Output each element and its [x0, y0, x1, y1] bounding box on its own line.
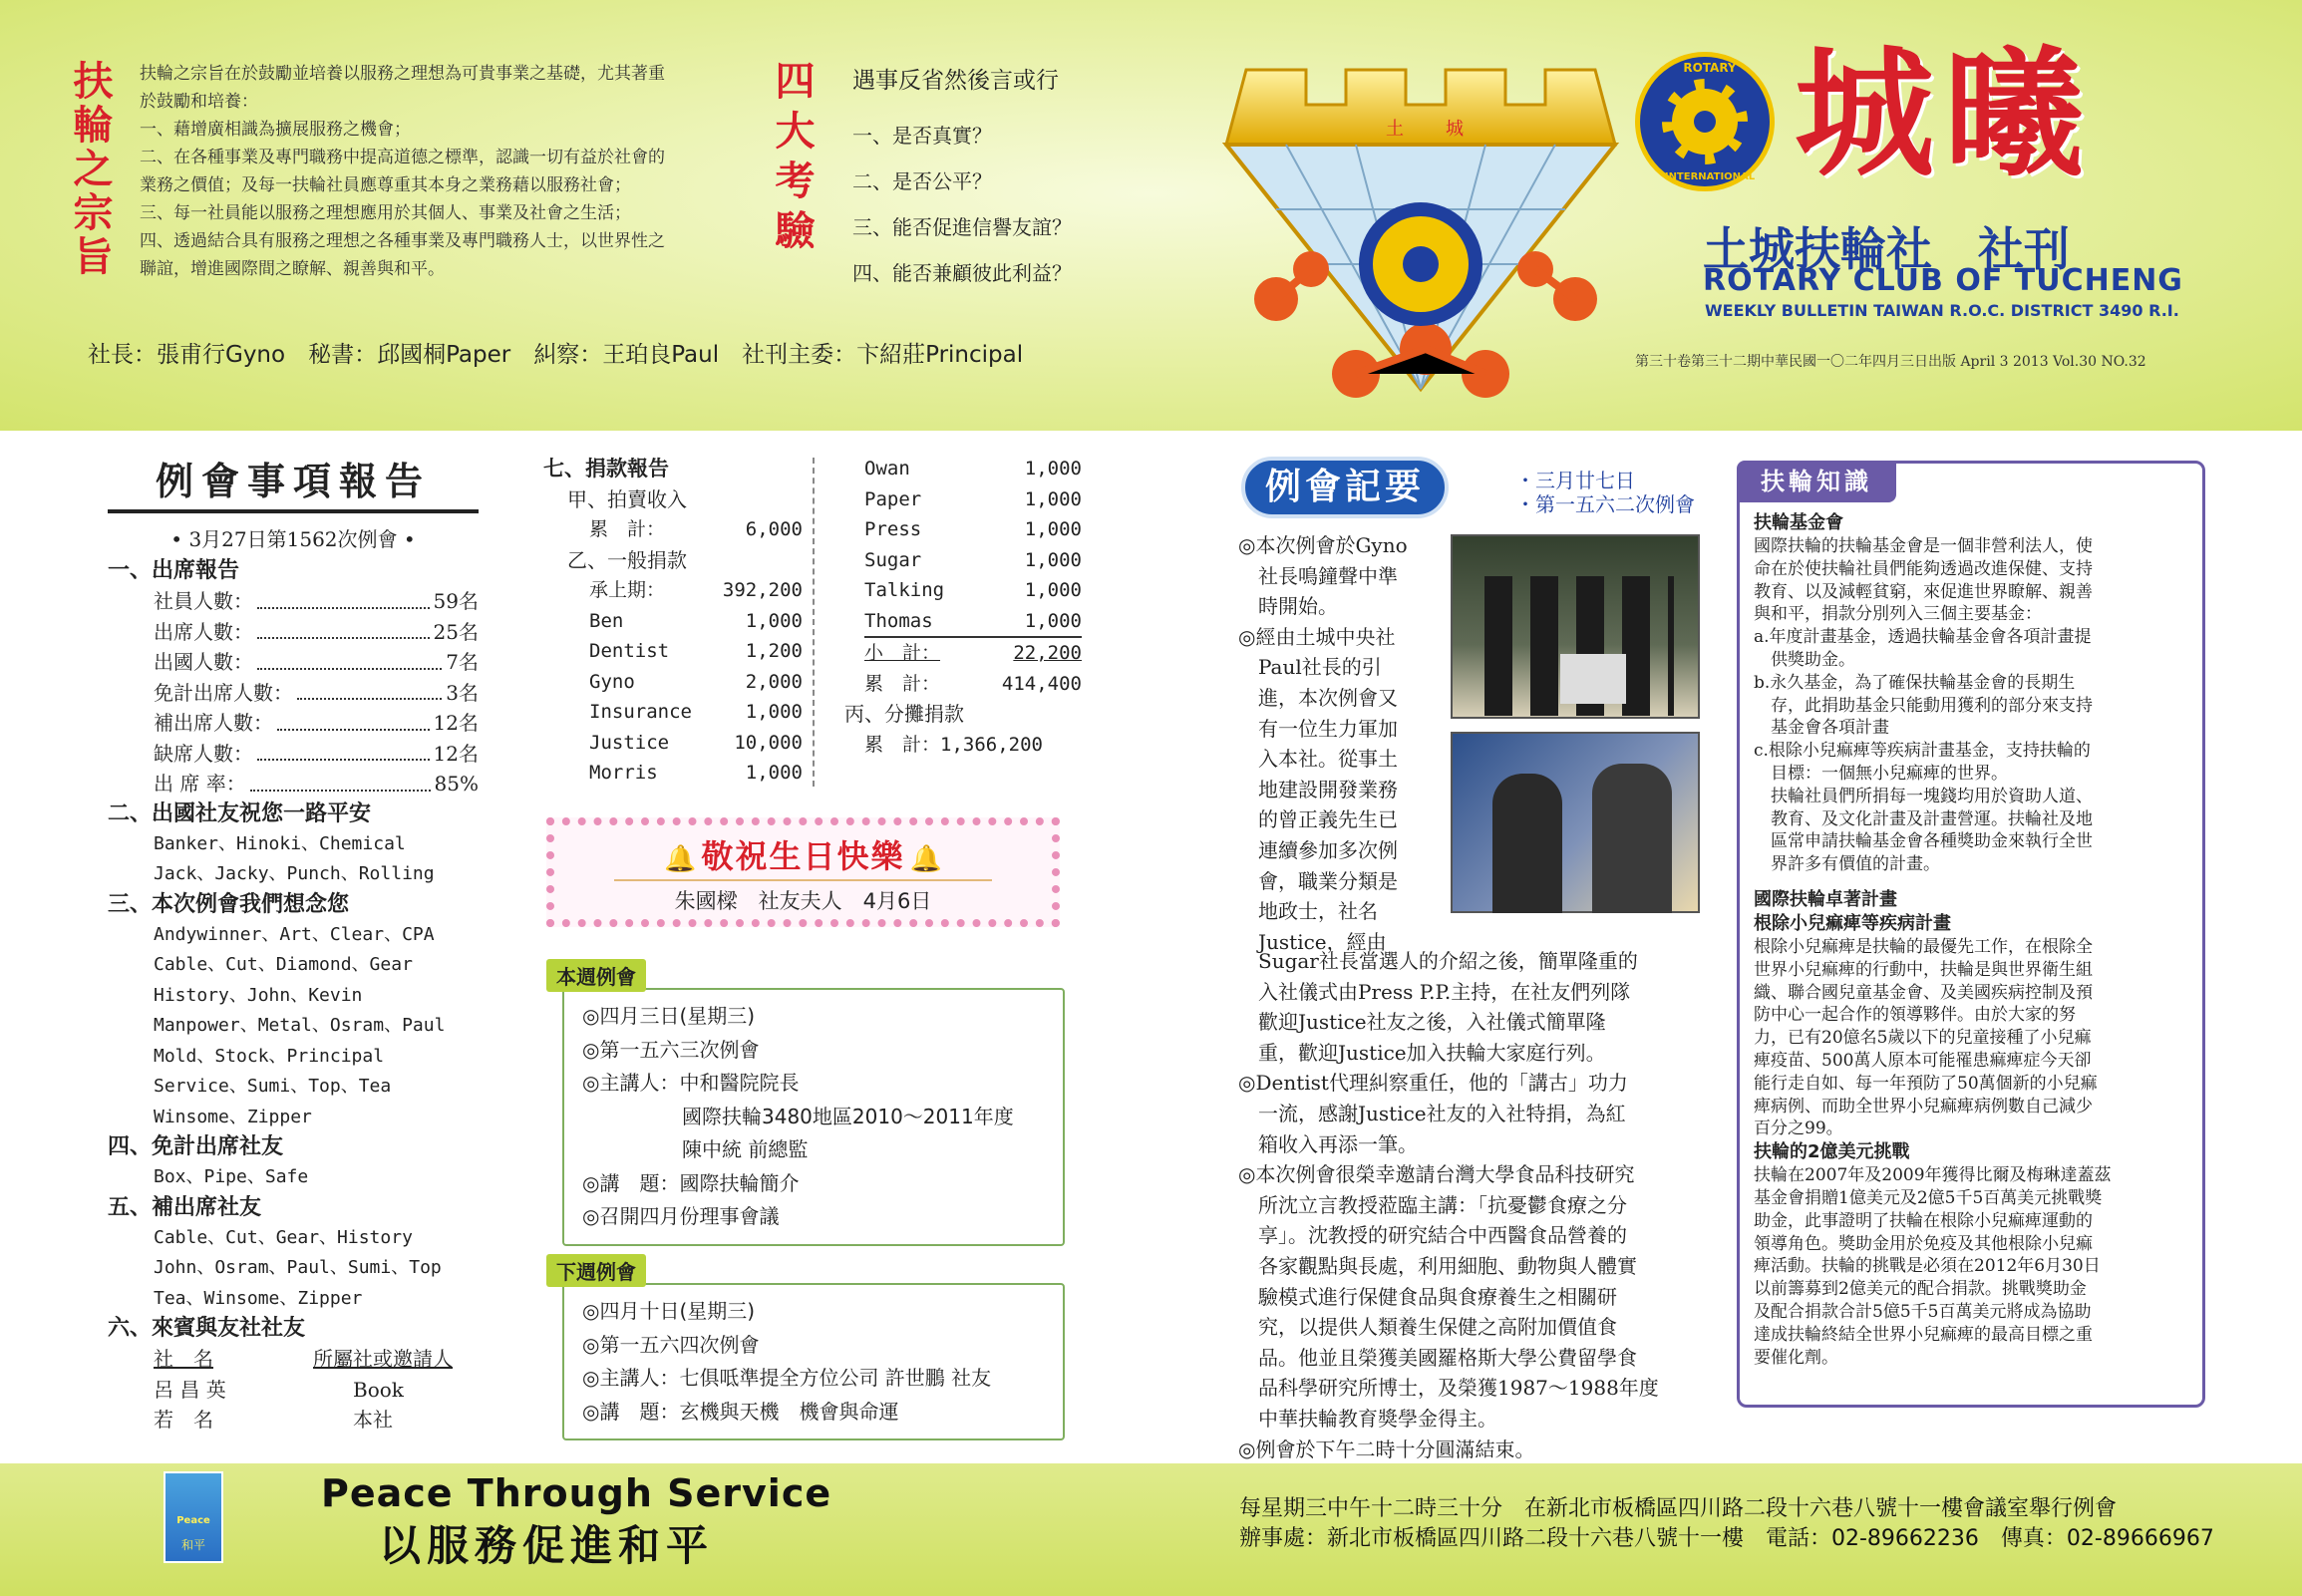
birthday-title: 敬祝生日快樂 — [701, 837, 905, 875]
motto-line: 業務之價值；及每一扶輪社員應尊重其本身之業務藉以服務社會； — [140, 175, 631, 195]
minutes-line: 箱收入再添一筆。 — [1238, 1131, 1418, 1156]
peace-book-icon — [164, 1471, 223, 1563]
knowledge-line: 根除小兒痲痺是扶輪的最優先工作，在根除全 — [1754, 936, 2093, 957]
knowledge-line: 存，此捐助基金只能動用獲利的部分來支持 — [1754, 695, 2093, 716]
donation-row: Talking 1,000 — [864, 579, 1082, 601]
motto-title: 扶輪之宗旨 — [67, 60, 113, 279]
knowledge-line: a.年度計畫基金，透過扶輪基金會各項計畫提 — [1754, 627, 2092, 648]
knowledge-line: b.永久基金，為了確保扶輪基金會的長期生 — [1754, 672, 2076, 693]
knowledge-line: 能行走自如、每一年預防了50萬個新的小兒痲 — [1754, 1073, 2098, 1094]
knowledge-line: 供獎助金。 — [1754, 649, 1855, 670]
attendance-row: 缺席人數： 12名 — [154, 739, 479, 770]
next-week-line: ◎第一五六四次例會 — [582, 1332, 760, 1357]
four-way-test-item: 二、是否公平？ — [852, 169, 992, 193]
member-names: Mold、Stock、Principal — [154, 1045, 385, 1067]
club-name-en: ROTARY CLUB OF TUCHENG — [1703, 263, 2183, 298]
knowledge-line: 痺疫苗、500萬人原本可能罹患痲痺症今天卻 — [1754, 1050, 2092, 1071]
donation-row: Morris 1,000 — [589, 762, 803, 784]
this-week-label: 本週例會 — [546, 959, 646, 992]
subtotal-label: 小 計： — [864, 642, 941, 664]
minutes-line: 連續參加多次例 — [1238, 837, 1398, 862]
motto-line: 聯誼，增進國際間之瞭解、親善與和平。 — [140, 259, 445, 279]
motto-line: 三、每一社員能以服務之理想應用於其個人、事業及社會之生活； — [140, 203, 631, 223]
knowledge-line: 教育、以及減輕貧窮，來促進世界瞭解、親善 — [1754, 581, 2093, 602]
birthday-line: 朱國樑 社友夫人 4月6日 — [674, 889, 932, 913]
motto-line: 於鼓勵和培養： — [140, 92, 258, 112]
auction-total-value: 6,000 — [745, 518, 803, 540]
guest-header-club: 所屬社或邀請人 — [313, 1347, 453, 1371]
donation-row: Insurance 1,000 — [589, 701, 803, 723]
rotary-ring-label-2: INTERNATIONAL — [1664, 171, 1756, 182]
next-week-line: ◎主講人：七俱呧準提全方位公司 許世鵬 社友 — [582, 1366, 992, 1390]
member-names: Tea、Winsome、Zipper — [154, 1287, 363, 1309]
this-week-line: ◎第一五六三次例會 — [582, 1037, 760, 1062]
book-word: Peace — [176, 1515, 210, 1526]
member-names: John、Osram、Paul、Sumi、Top — [154, 1257, 442, 1278]
book-zh: 和平 — [180, 1538, 205, 1552]
club-name-zh: 土城扶輪社 社刊 — [1703, 222, 2070, 276]
minutes-intro — [1238, 530, 1438, 957]
next-week-line: ◎講 題：玄機與天機 機會與命運 — [582, 1399, 899, 1424]
knowledge-line: 及配合捐款合計5億5千5百萬美元將成為協助 — [1754, 1301, 2092, 1322]
minutes-line: 的曾正義先生已 — [1238, 807, 1398, 832]
auction-heading: 甲、拍賣收入 — [567, 486, 687, 511]
minutes-line: 所沈立言教授蒞臨主講：「抗憂鬱食療之分 — [1238, 1192, 1627, 1217]
member-names: Banker、Hinoki、Chemical — [154, 832, 406, 854]
section-missed: 三、本次例會我們想念您 — [108, 891, 350, 917]
motto-line: 四、透過結合具有服務之理想之各種事業及專門職務人士，以世界性之 — [140, 231, 665, 251]
minutes-line: ◎經由土城中央社 — [1238, 624, 1396, 649]
officers-line: 社長：張甫行Gyno 秘書：邱國桐Paper 糾察：王珀良Paul 社刊主委：卞紹莊Principal — [88, 342, 1024, 368]
knowledge-line: 達成扶輪終結全世界小兒痲痺的最高目標之重 — [1754, 1324, 2093, 1345]
minutes-line: 會，職業分類是 — [1238, 868, 1398, 893]
knowledge-line: c.根除小兒痲痺等疾病計畫基金，支持扶輪的 — [1754, 741, 2091, 762]
bell-icon-2: 🔔 — [909, 844, 942, 874]
auction-total-label: 累 計： — [589, 518, 666, 540]
rotary-wheel-icon — [1662, 79, 1748, 164]
knowledge-line: 區常申請扶輪基金會各種獎助金來執行全世 — [1754, 831, 2093, 852]
minutes-line: 地政士，社名 — [1238, 899, 1378, 924]
donation-row: Justice 10,000 — [589, 731, 803, 754]
rotary-logo — [1635, 52, 1775, 191]
minutes-body — [1238, 946, 1707, 1464]
knowledge-line: 扶輪在2007年及2009年獲得比爾及梅琳達蓋茲 — [1754, 1165, 2112, 1186]
this-week-line: ◎主講人：中和醫院院長 — [582, 1071, 800, 1095]
member-names: Manpower、Metal、Osram、Paul — [154, 1015, 446, 1036]
section-exempt: 四、免計出席社友 — [108, 1134, 284, 1159]
knowledge-line: 與和平，捐款分別列入三個主要基金： — [1754, 604, 2042, 625]
guest-row: 若 名 本社 — [154, 1408, 393, 1432]
bell-icon: 🔔 — [664, 844, 697, 874]
knowledge-line: 力，已有20億名5歲以下的兒童接種了小兒痲 — [1754, 1028, 2092, 1049]
minutes-line: 究，以提供人類養生保健之高附加價值食 — [1238, 1315, 1617, 1340]
member-names: Cable、Cut、Gear、History — [154, 1226, 413, 1248]
minutes-line: 歡迎Justice社友之後，入社儀式簡單隆 — [1238, 1010, 1606, 1035]
minutes-line: Paul社長的引 — [1238, 655, 1382, 680]
donation-row: Owan 1,000 — [864, 458, 1082, 479]
minutes-meeting: ・第一五六二次例會 — [1515, 492, 1695, 516]
minutes-line: 入本社。從事土 — [1238, 747, 1398, 772]
attendance-row: 社員人數： 59名 — [154, 586, 479, 617]
attendance-row: 免計出席人數： 3名 — [154, 678, 479, 709]
minutes-line: 一流，感謝Justice社友的入社特捐，為紅 — [1238, 1101, 1626, 1125]
minutes-line: Sugar社長當選人的介紹之後，簡單隆重的 — [1238, 949, 1638, 973]
minutes-line: 驗模式進行保健食品與食療養生之相關研 — [1238, 1284, 1617, 1309]
next-week-label: 下週例會 — [546, 1254, 646, 1287]
svg-text:城: 城 — [1446, 119, 1464, 140]
subtotal-value: 22,200 — [1013, 642, 1082, 664]
knowledge-line: 助金，此事證明了扶輪在根除小兒痲痺運動的 — [1754, 1210, 2093, 1231]
minutes-line: ◎Dentist代理糾察重任，他的「講古」功力 — [1238, 1071, 1628, 1096]
general-heading: 乙、一般捐款 — [567, 547, 687, 572]
attendance-row: 補出席人數： 12名 — [154, 708, 479, 739]
knowledge-h1: 扶輪基金會 — [1754, 512, 1843, 533]
attendance-row: 出 席 率： 85% — [154, 769, 479, 799]
this-week — [546, 959, 1065, 1246]
knowledge-title: 扶輪知識 — [1737, 461, 1896, 502]
knowledge-line: 扶輪社員們所捐每一塊錢均用於資助人道、 — [1754, 786, 2093, 806]
attendance-row: 出國人數： 7名 — [154, 647, 479, 678]
member-names: Box、Pipe、Safe — [154, 1166, 309, 1187]
minutes-line: ◎本次例會於Gyno — [1238, 533, 1408, 557]
knowledge-line: 國際扶輪的扶輪基金會是一個非營利法人，使 — [1754, 536, 2093, 556]
minutes-line: 社長鳴鐘聲中準 — [1238, 563, 1398, 588]
donation-row: Paper 1,000 — [864, 487, 1082, 510]
total-value: 414,400 — [1001, 672, 1082, 695]
knowledge-line: 痺病例、而助全世界小兒痲痺病例數自己減少 — [1754, 1096, 2093, 1117]
birthday-banner — [546, 817, 1060, 927]
donation-row: 承上期： 392,200 — [589, 579, 803, 601]
knowledge-line: 百分之99。 — [1754, 1118, 1843, 1139]
club-emblem — [1216, 60, 1635, 419]
motto-text — [140, 60, 738, 283]
member-names: Jack、Jacky、Punch、Rolling — [154, 863, 435, 884]
minutes-line: 品科學研究所博士，及榮獲1987～1988年度 — [1238, 1376, 1659, 1401]
minutes-line: 進，本次例會又 — [1238, 685, 1398, 710]
slogan-zh: 以服務促進和平 — [379, 1521, 715, 1570]
minutes-line: ◎例會於下午二時十分圓滿結束。 — [1238, 1436, 1535, 1461]
knowledge-line: 要催化劑。 — [1754, 1347, 1838, 1368]
knowledge-line: 目標：一個無小兒痲痺的世界。 — [1754, 763, 2008, 784]
donation-row: Dentist 1,200 — [589, 640, 803, 662]
knowledge-line: 基金會各項計畫 — [1754, 718, 1889, 739]
issue-line: 第三十卷第三十二期中華民國一〇二年四月三日出版 April 3 2013 Vol.30 NO.32 — [1635, 354, 2146, 370]
four-way-test-title: 四大考驗 — [769, 60, 815, 259]
minutes-line: 時開始。 — [1238, 594, 1338, 619]
four-way-test — [852, 62, 1151, 296]
donation-row: Gyno 2,000 — [589, 670, 803, 693]
knowledge-box — [1737, 461, 2205, 1408]
guest-row: 呂 昌 英 Book — [154, 1377, 404, 1402]
knowledge-line: 織、聯合國兒童基金會、及美國疾病控制及預 — [1754, 982, 2093, 1003]
meeting-photo-2 — [1451, 732, 1700, 913]
this-week-line: 陳中統 前總監 — [582, 1137, 809, 1161]
this-week-line: 國際扶輪3480地區2010～2011年度 — [582, 1104, 1014, 1128]
minutes-line: 品。他並且榮獲美國羅格斯大學公費留學食 — [1238, 1345, 1637, 1370]
knowledge-line: 基金會捐贈1億美元及2億5千5百萬美元挑戰獎 — [1754, 1187, 2103, 1208]
emblem-label: 土 — [1386, 119, 1404, 140]
motto-line: 一、藉增廣相識為擴展服務之機會； — [140, 120, 411, 140]
knowledge-h3: 根除小兒痲痺等疾病計畫 — [1754, 912, 1951, 934]
member-names: Andywinner、Art、Clear、CPA — [154, 923, 435, 945]
section-attendance: 一、出席報告 — [108, 558, 240, 583]
section-makeup: 五、補出席社友 — [108, 1194, 262, 1220]
minutes-line: 入社儀式由Press P.P.主持，在社友們列隊 — [1238, 979, 1631, 1004]
knowledge-line: 領導角色。獎助金用於免疫及其他根除小兒痲 — [1754, 1233, 2093, 1254]
office-info: 辦事處：新北市板橋區四川路二段十六巷八號十一樓 電話：02-89662236 傳真：02-89666967 — [1239, 1526, 2214, 1551]
this-week-line: ◎召開四月份理事會議 — [582, 1204, 780, 1228]
member-names: Cable、Cut、Diamond、Gear — [154, 954, 413, 975]
knowledge-line: 教育、及文化計畫及計畫營運。扶輪社及地 — [1754, 808, 2093, 829]
member-names: Winsome、Zipper — [154, 1106, 312, 1127]
donation-row: Press 1,000 — [864, 518, 1082, 540]
meeting-info: 每星期三中午十二時三十分 在新北市板橋區四川路二段十六巷八號十一樓會議室舉行例會 — [1239, 1496, 2118, 1521]
knowledge-line: 痺活動。扶輪的挑戰是必須在2012年6月30日 — [1754, 1256, 2101, 1277]
total-label: 累 計： — [864, 672, 941, 695]
next-week — [546, 1254, 1065, 1440]
knowledge-line: 世界小兒痲痺的行動中，扶輪是與世界衛生組 — [1754, 959, 2093, 980]
minutes-line: 享」。沈教授的研究結合中西醫食品營養的 — [1238, 1223, 1627, 1248]
knowledge-h2: 國際扶輪卓著計畫 — [1754, 888, 1897, 910]
report-column — [108, 451, 479, 1436]
four-way-test-item: 四、能否兼顧彼此利益？ — [852, 261, 1072, 285]
minutes-line: ◎本次例會很榮幸邀請台灣大學食品科技研究 — [1238, 1162, 1635, 1187]
knowledge-line: 以前籌募到2億美元的配合捐款。挑戰獎助金 — [1754, 1279, 2087, 1300]
minutes-line: 重，歡迎Justice加入扶輪大家庭行列。 — [1238, 1040, 1606, 1065]
guest-header-name: 社 名 — [154, 1347, 213, 1371]
minutes-line: Justice，經由 — [1238, 929, 1387, 954]
section-guests: 六、來賓與友社社友 — [108, 1316, 306, 1341]
member-names: History、John、Kevin — [154, 984, 363, 1006]
this-week-line: ◎四月三日(星期三) — [582, 1004, 756, 1028]
next-week-line: ◎四月十日(星期三) — [582, 1299, 756, 1323]
minutes-line: 有一位生力軍加 — [1238, 716, 1398, 741]
report-title: 例會事項報告 — [108, 451, 479, 513]
minutes-title: 例會記要 — [1241, 457, 1449, 518]
rotary-ring-label: ROTARY — [1683, 61, 1737, 75]
knowledge-line: 界許多有價值的計畫。 — [1754, 854, 1940, 875]
donation-title: 七、捐款報告 — [543, 457, 669, 480]
minutes-date: ・三月廿七日 — [1515, 469, 1635, 492]
this-week-line: ◎講 題：國際扶輪簡介 — [582, 1170, 800, 1195]
knowledge-line: 命在於使扶輪社員們能夠透過改進保健、支持 — [1754, 558, 2093, 579]
member-names: Service、Sumi、Top、Tea — [154, 1076, 392, 1097]
slogan-en: Peace Through Service — [321, 1471, 832, 1515]
masthead-title: 城曦 — [1795, 33, 2095, 196]
report-subtitle: • 3月27日第1562次例會 • — [170, 527, 416, 551]
attendance-row: 出席人數： 25名 — [154, 617, 479, 648]
motto-line: 扶輪之宗旨在於鼓勵並培養以服務之理想為可貴事業之基礎，尤其著重 — [140, 64, 665, 84]
knowledge-h4: 扶輪的2億美元挑戰 — [1754, 1141, 1910, 1163]
shared-heading: 丙、分攤捐款 — [844, 702, 964, 726]
bulletin-line: WEEKLY BULLETIN TAIWAN R.O.C. DISTRICT 3490 R.I. — [1705, 301, 2179, 320]
donation-row: Sugar 1,000 — [864, 548, 1082, 571]
four-way-test-item: 一、是否真實？ — [852, 124, 992, 148]
shared-total: 累 計：1,366,200 — [864, 733, 1043, 756]
minutes-line: 地建設開發業務 — [1238, 777, 1398, 801]
donation-row: Ben 1,000 — [589, 609, 803, 632]
donation-row: Thomas 1,000 — [864, 609, 1082, 632]
knowledge-line: 防中心一起合作的領導夥伴。由於大家的努 — [1754, 1005, 2076, 1026]
four-way-test-item: 三、能否促進信譽友誼？ — [852, 215, 1072, 239]
motto-line: 二、在各種事業及專門職務中提高道德之標準，認識一切有益於社會的 — [140, 148, 665, 167]
section-abroad: 二、出國社友祝您一路平安 — [108, 800, 372, 826]
four-way-test-intro: 遇事反省然後言或行 — [852, 68, 1059, 94]
meeting-photo-1 — [1451, 534, 1700, 719]
minutes-line: 中華扶輪教育獎學金得主。 — [1238, 1406, 1497, 1431]
minutes-line: 各家觀點與長處，利用細胞、動物與人體實 — [1238, 1253, 1637, 1278]
